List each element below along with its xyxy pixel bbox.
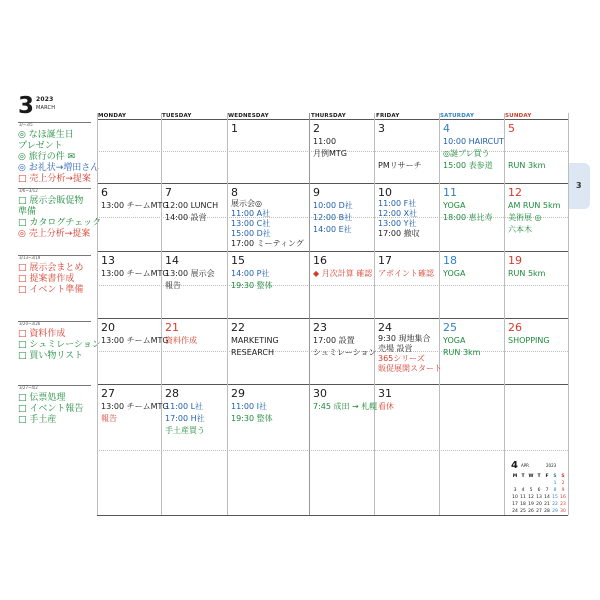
day-number: 5 — [508, 122, 515, 135]
month-index-tab-label: 3 — [576, 181, 582, 190]
schedule-entry[interactable]: 12:00 X社 — [378, 209, 418, 218]
day-cell[interactable] — [161, 384, 227, 515]
mini-calendar-weekday: M — [512, 474, 518, 479]
day-number: 2 — [313, 122, 320, 135]
day-number: 22 — [231, 321, 245, 334]
day-cell[interactable] — [439, 318, 504, 384]
mini-calendar-day — [511, 481, 519, 487]
weekday-sunday: SUNDAY — [505, 113, 532, 119]
day-cell[interactable] — [439, 183, 504, 251]
schedule-entry[interactable]: アポイント確認 — [378, 269, 434, 278]
day-cell[interactable] — [309, 119, 374, 183]
memo-section-date: 3/~3/5 — [19, 122, 33, 127]
calendar-grid — [97, 119, 568, 515]
schedule-entry[interactable]: 9:30 現地集合 — [378, 334, 431, 343]
mini-calendar-year: 2023 — [546, 463, 557, 468]
day-cell[interactable] — [97, 318, 169, 384]
month-index-tab[interactable] — [569, 163, 590, 209]
day-number: 23 — [313, 321, 327, 334]
memo-item[interactable]: □ 売上分析→提案 — [18, 174, 91, 184]
mini-calendar-day: 27 — [536, 509, 542, 514]
schedule-entry[interactable]: 月例MTG — [313, 149, 347, 158]
mini-calendar-day: 8 — [553, 488, 557, 493]
day-number: 10 — [378, 186, 392, 199]
day-cell[interactable] — [504, 119, 568, 183]
mini-calendar-month-name: APR — [521, 463, 529, 468]
day-cell[interactable] — [374, 318, 442, 384]
memo-item[interactable]: □ 展示会まとめ — [18, 263, 84, 273]
day-number: 28 — [165, 387, 179, 400]
mini-calendar-day: 10 — [512, 495, 518, 500]
mini-calendar-day — [519, 481, 527, 487]
day-cell[interactable] — [504, 183, 568, 251]
mini-calendar-day: 12 — [528, 495, 534, 500]
schedule-entry[interactable]: 11:00 I社 — [231, 402, 267, 411]
day-cell[interactable] — [161, 119, 227, 183]
mini-calendar-day: 26 — [528, 509, 534, 514]
week-divider — [97, 515, 568, 516]
schedule-entry[interactable]: 手土産買う — [165, 426, 205, 435]
memo-section — [18, 188, 102, 239]
day-number: 24 — [378, 321, 392, 334]
schedule-entry[interactable]: 13:00 チームMTG — [101, 402, 169, 411]
day-cell[interactable] — [309, 318, 377, 384]
schedule-entry[interactable]: 看休 — [378, 402, 394, 411]
day-cell[interactable] — [374, 183, 439, 251]
day-number: 12 — [508, 186, 522, 199]
memo-section — [18, 321, 101, 361]
day-number: 3 — [378, 122, 385, 135]
schedule-entry[interactable]: ◎誕プレ買う — [443, 149, 490, 158]
day-cell[interactable] — [227, 251, 309, 318]
mini-calendar-day: 29 — [552, 509, 558, 514]
schedule-entry[interactable]: 17:00 撤収 — [378, 229, 420, 238]
mini-calendar-weekday: W — [528, 474, 534, 479]
schedule-entry[interactable]: 17:00 H社 — [165, 414, 205, 423]
mini-calendar-day: 21 — [544, 502, 550, 507]
mini-calendar-day: 16 — [560, 495, 566, 500]
schedule-entry[interactable]: 365シリーズ — [378, 354, 425, 363]
mini-calendar-day: 20 — [536, 502, 542, 507]
day-cell[interactable] — [374, 251, 439, 318]
memo-item[interactable]: ◎ なほ誕生日 — [18, 130, 74, 140]
memo-item[interactable]: 準備 — [18, 207, 37, 217]
month-year: 2023 — [36, 96, 54, 103]
mini-calendar-day: 23 — [560, 502, 566, 507]
day-cell[interactable] — [97, 119, 161, 183]
schedule-entry[interactable]: 15:00 D社 — [231, 229, 271, 238]
day-number: 21 — [165, 321, 179, 334]
schedule-entry[interactable]: RESEARCH — [231, 348, 274, 357]
day-number: 13 — [101, 254, 115, 267]
schedule-entry[interactable]: 14:00 設営 — [165, 213, 207, 222]
day-cell[interactable] — [161, 183, 227, 251]
memo-item[interactable]: ◎ お礼状→増田さん — [18, 163, 100, 173]
memo-section — [18, 385, 91, 425]
mini-calendar-days — [511, 474, 569, 515]
memo-item[interactable]: □ 伝票処理 — [18, 393, 66, 403]
memo-item[interactable]: □ 買い物リスト — [18, 351, 84, 361]
day-cell[interactable] — [161, 318, 227, 384]
memo-item[interactable]: ◎ 売上分析→提案 — [18, 229, 91, 239]
mini-calendar-weekday: S — [553, 474, 557, 479]
mini-calendar-day: 2 — [561, 481, 565, 486]
mini-calendar-weekday: F — [545, 474, 549, 479]
weekday-friday: FRIDAY — [376, 113, 400, 119]
day-number: 26 — [508, 321, 522, 334]
day-cell[interactable] — [97, 384, 169, 515]
day-cell[interactable] — [374, 119, 439, 183]
weekday-tuesday: TUESDAY — [162, 113, 192, 119]
schedule-entry[interactable]: シュミレーション — [313, 348, 377, 357]
day-number: 8 — [231, 186, 238, 199]
schedule-entry[interactable]: 六本木 — [508, 225, 532, 234]
mini-calendar-day: 6 — [537, 488, 541, 493]
mini-calendar-day: 9 — [561, 488, 565, 493]
mini-calendar-day: 18 — [520, 502, 526, 507]
day-cell[interactable] — [161, 251, 227, 318]
memo-item[interactable]: □ カタログチェック — [18, 218, 102, 228]
schedule-entry[interactable]: RUN 5km — [508, 269, 546, 278]
schedule-entry[interactable]: 19:30 整体 — [231, 414, 273, 423]
schedule-entry[interactable]: AM RUN 5km — [508, 201, 561, 210]
day-cell[interactable] — [97, 251, 169, 318]
day-cell[interactable] — [227, 384, 309, 515]
mini-calendar-day: 3 — [513, 488, 517, 493]
day-number: 30 — [313, 387, 327, 400]
mini-calendar-day: 5 — [529, 488, 533, 493]
schedule-entry[interactable]: 18:00 恵比寿 — [443, 213, 493, 222]
schedule-entry[interactable]: 15:00 表参道 — [443, 161, 493, 170]
schedule-entry[interactable]: 11:00 — [313, 137, 337, 146]
schedule-entry[interactable]: 13:00 C社 — [231, 219, 271, 228]
schedule-entry[interactable]: YOGA — [443, 201, 466, 210]
mini-calendar-day: 22 — [552, 502, 558, 507]
day-number: 16 — [313, 254, 327, 267]
memo-item[interactable]: □ 展示会販促物 — [18, 196, 84, 206]
mini-calendar-day: 13 — [536, 495, 542, 500]
day-number: 29 — [231, 387, 245, 400]
memo-section-date: 3/27~4/2 — [19, 385, 38, 390]
mini-calendar-day: 17 — [512, 502, 518, 507]
schedule-entry[interactable]: ◆ 月次計算 確認 — [313, 269, 373, 278]
schedule-entry[interactable]: 美術展 ◎ — [508, 213, 542, 222]
day-number: 27 — [101, 387, 115, 400]
day-cell[interactable] — [374, 384, 439, 515]
mini-calendar-day: 30 — [560, 509, 566, 514]
mini-calendar-day — [543, 481, 551, 487]
schedule-entry[interactable]: 19:30 整体 — [231, 281, 273, 290]
schedule-entry[interactable]: 14:00 E社 — [313, 225, 352, 234]
day-number: 4 — [443, 122, 450, 135]
mini-calendar-day: 24 — [512, 509, 518, 514]
day-number: 31 — [378, 387, 392, 400]
memo-section — [18, 122, 100, 184]
schedule-entry[interactable]: 展示会◎ — [231, 199, 262, 208]
schedule-entry[interactable]: YOGA — [443, 336, 466, 345]
schedule-entry[interactable]: 13:00 展示会 — [165, 269, 215, 278]
weekday-monday: MONDAY — [98, 113, 127, 119]
memo-item[interactable]: □ 提案書作成 — [18, 274, 75, 284]
day-number: 25 — [443, 321, 457, 334]
memo-item[interactable]: □ イベント報告 — [18, 404, 84, 414]
memo-section-date: 3/20~3/26 — [19, 321, 41, 326]
day-cell[interactable] — [439, 119, 504, 183]
day-number: 11 — [443, 186, 457, 199]
memo-item[interactable]: プレゼント — [18, 141, 63, 151]
schedule-entry[interactable]: 11:00 A社 — [231, 209, 271, 218]
day-number: 18 — [443, 254, 457, 267]
day-cell[interactable] — [227, 119, 309, 183]
day-number: 20 — [101, 321, 115, 334]
schedule-entry[interactable]: 売場 設営 — [378, 344, 413, 353]
schedule-entry[interactable]: 13:00 チームMTG — [101, 269, 169, 278]
schedule-entry[interactable]: 13:00 チームMTG — [101, 201, 169, 210]
weekday-wednesday: WEDNESDAY — [228, 113, 269, 119]
schedule-entry[interactable]: RUN 3km — [443, 348, 481, 357]
memo-section — [18, 255, 91, 295]
month-number: 3 — [18, 93, 35, 119]
day-number: 6 — [101, 186, 108, 199]
schedule-entry[interactable]: PMリサーチ — [378, 161, 422, 170]
memo-item[interactable]: □ 資料作成 — [18, 329, 66, 339]
schedule-entry[interactable]: YOGA — [443, 269, 466, 278]
schedule-entry[interactable]: 資料作成 — [165, 336, 197, 345]
schedule-entry[interactable]: 販促展開スタート — [378, 364, 442, 373]
day-number: 14 — [165, 254, 179, 267]
schedule-entry[interactable]: 11:00 L社 — [165, 402, 204, 411]
schedule-entry[interactable]: 17:00 設置 — [313, 336, 355, 345]
schedule-entry[interactable]: 12:00 B社 — [313, 213, 353, 222]
day-number: 1 — [231, 122, 238, 135]
day-cell[interactable] — [227, 318, 309, 384]
memo-section-date: 3/6~3/12 — [19, 188, 38, 193]
mini-calendar-day: 28 — [544, 509, 550, 514]
schedule-entry[interactable]: SHOPPING — [508, 336, 550, 345]
mini-calendar-day: 25 — [520, 509, 526, 514]
memo-item[interactable]: □ 手土産 — [18, 415, 57, 425]
mini-calendar-day: 14 — [544, 495, 550, 500]
mini-calendar-day: 1 — [553, 481, 557, 486]
schedule-entry[interactable]: 7:45 成田 → 札幌 — [313, 402, 378, 411]
day-cell[interactable] — [439, 251, 504, 318]
month-name: MARCH — [36, 105, 56, 111]
mini-calendar-day — [527, 481, 535, 487]
mini-calendar-day: 11 — [520, 495, 526, 500]
schedule-entry[interactable]: 報告 — [101, 414, 117, 423]
day-cell[interactable] — [97, 183, 169, 251]
day-cell[interactable] — [439, 384, 504, 515]
schedule-entry[interactable]: 17:00 ミーティング — [231, 239, 304, 248]
day-number: 17 — [378, 254, 392, 267]
memo-item[interactable]: □ シュミレーション — [18, 340, 101, 350]
day-number: 7 — [165, 186, 172, 199]
schedule-entry[interactable]: 12:00 LUNCH — [165, 201, 219, 210]
weekday-thursday: THURSDAY — [311, 113, 346, 119]
mini-calendar-day: 7 — [545, 488, 549, 493]
day-number: 9 — [313, 186, 320, 199]
memo-section-date: 3/13~3/19 — [19, 255, 41, 260]
weekday-saturday: SATURDAY — [440, 113, 475, 119]
schedule-entry[interactable]: 10:00 HAIRCUT — [443, 137, 504, 146]
schedule-entry[interactable]: 11:00 F社 — [378, 199, 417, 208]
day-cell[interactable] — [309, 251, 374, 318]
mini-calendar-day — [535, 481, 543, 487]
schedule-entry[interactable]: 報告 — [165, 281, 181, 290]
mini-calendar-month-number: 4 — [511, 460, 518, 471]
schedule-entry[interactable]: MARKETING — [231, 336, 279, 345]
mini-calendar-day: 4 — [521, 488, 525, 493]
day-number: 15 — [231, 254, 245, 267]
schedule-entry[interactable]: 10:00 D社 — [313, 201, 353, 210]
schedule-entry[interactable]: 13:00 チームMTG — [101, 336, 169, 345]
day-number: 19 — [508, 254, 522, 267]
day-cell[interactable] — [227, 183, 309, 251]
schedule-entry[interactable]: RUN 3km — [508, 161, 546, 170]
day-cell[interactable] — [309, 183, 374, 251]
schedule-entry[interactable]: 14:00 P社 — [231, 269, 270, 278]
day-cell[interactable] — [504, 318, 568, 384]
memo-item[interactable]: ◎ 旅行の件 ✉ — [18, 152, 76, 162]
mini-calendar-day: 15 — [552, 495, 558, 500]
day-cell[interactable] — [309, 384, 378, 515]
mini-calendar-day: 19 — [528, 502, 534, 507]
mini-calendar-weekday: T — [537, 474, 541, 479]
mini-calendar-weekday: S — [561, 474, 565, 479]
mini-calendar-weekday: T — [521, 474, 525, 479]
day-cell[interactable] — [504, 251, 568, 318]
memo-item[interactable]: □ イベント準備 — [18, 285, 84, 295]
schedule-entry[interactable]: 13:00 Y社 — [378, 219, 417, 228]
